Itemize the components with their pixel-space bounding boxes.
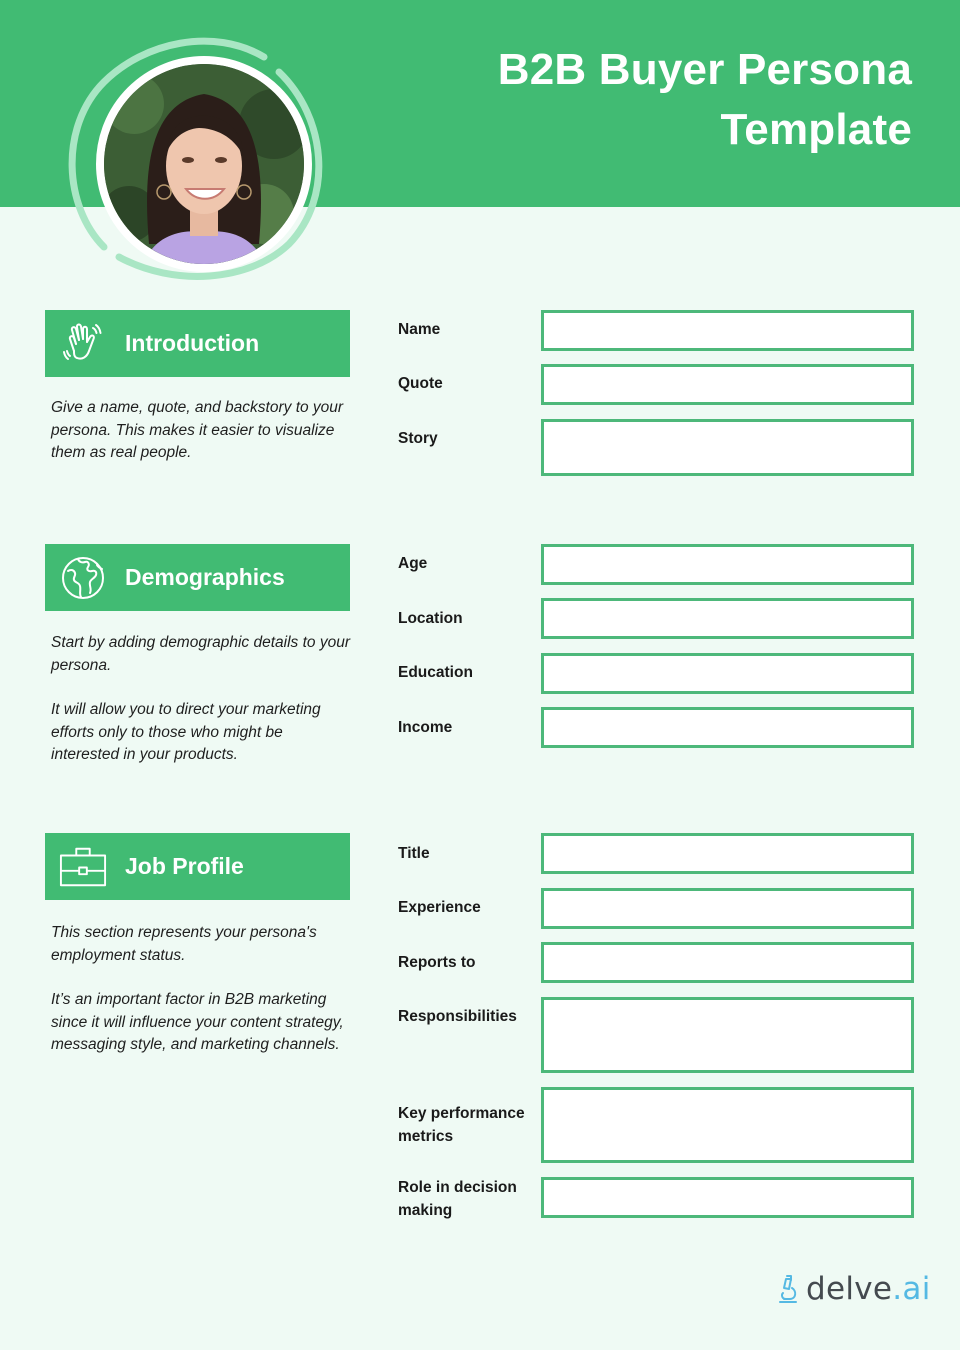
reports-to-field[interactable]	[541, 942, 914, 983]
globe-icon	[59, 554, 107, 602]
section-header-introduction	[45, 310, 350, 377]
section-description-introduction	[51, 397, 351, 465]
field-label-role-in-decision-making: Role in decision making	[398, 1179, 517, 1219]
briefcase-icon	[59, 843, 107, 891]
title-field[interactable]	[541, 833, 914, 874]
description-paragraph: It will allow you to direct your marketing efforts only to those who might be interested in your products.	[51, 701, 321, 763]
section-header-demographics	[45, 544, 350, 611]
experience-field[interactable]	[541, 888, 914, 929]
microscope-icon	[778, 1274, 798, 1304]
description-paragraph: Start by adding demographic details to your persona.	[51, 634, 350, 674]
brand-logo[interactable]	[778, 1272, 931, 1306]
key-performance-metrics-field[interactable]	[541, 1087, 914, 1163]
responsibilities-field[interactable]	[541, 997, 914, 1073]
persona-avatar-frame	[64, 32, 332, 282]
description-paragraph: This section represents your persona's employment status.	[51, 924, 317, 964]
page-title-line1: B2B Buyer Persona	[497, 45, 912, 94]
brand-tld: .ai	[892, 1271, 931, 1307]
avatar-photo-illustration	[104, 64, 304, 264]
waving-hand-icon	[59, 320, 107, 368]
field-label-reports-to: Reports to	[398, 954, 476, 971]
field-label-education: Education	[398, 664, 473, 681]
field-label-responsibilities: Responsibilities	[398, 1008, 517, 1025]
field-label-age: Age	[398, 555, 428, 572]
field-label-quote: Quote	[398, 375, 443, 392]
education-field[interactable]	[541, 653, 914, 694]
location-field[interactable]	[541, 598, 914, 639]
field-label-experience: Experience	[398, 899, 481, 916]
role-in-decision-making-field[interactable]	[541, 1177, 914, 1218]
name-field[interactable]	[541, 310, 914, 351]
description-paragraph: It’s an important factor in B2B marketing since it will influence your content strategy, messaging style, and marketing channels.	[51, 991, 344, 1053]
description-paragraph: Give a name, quote, and backstory to your persona. This makes it easier to visualize them as real people.	[51, 399, 344, 461]
section-title-demographics: Demographics	[125, 564, 285, 590]
page-title	[432, 40, 912, 160]
field-label-key-performance-metrics: Key performance metrics	[398, 1105, 525, 1145]
section-header-job-profile	[45, 833, 350, 900]
section-description-job-profile	[51, 922, 351, 1057]
persona-avatar	[96, 56, 312, 272]
section-title-introduction: Introduction	[125, 330, 260, 356]
income-field[interactable]	[541, 707, 914, 748]
section-description-demographics	[51, 632, 351, 767]
field-label-title: Title	[398, 845, 430, 862]
field-label-income: Income	[398, 719, 453, 736]
field-label-location: Location	[398, 610, 463, 627]
brand-name: delve	[806, 1271, 893, 1307]
age-field[interactable]	[541, 544, 914, 585]
quote-field[interactable]	[541, 364, 914, 405]
section-title-job-profile: Job Profile	[125, 853, 244, 879]
field-label-name: Name	[398, 321, 441, 338]
field-label-story: Story	[398, 430, 438, 447]
page-title-line2: Template	[720, 105, 912, 154]
story-field[interactable]	[541, 419, 914, 476]
